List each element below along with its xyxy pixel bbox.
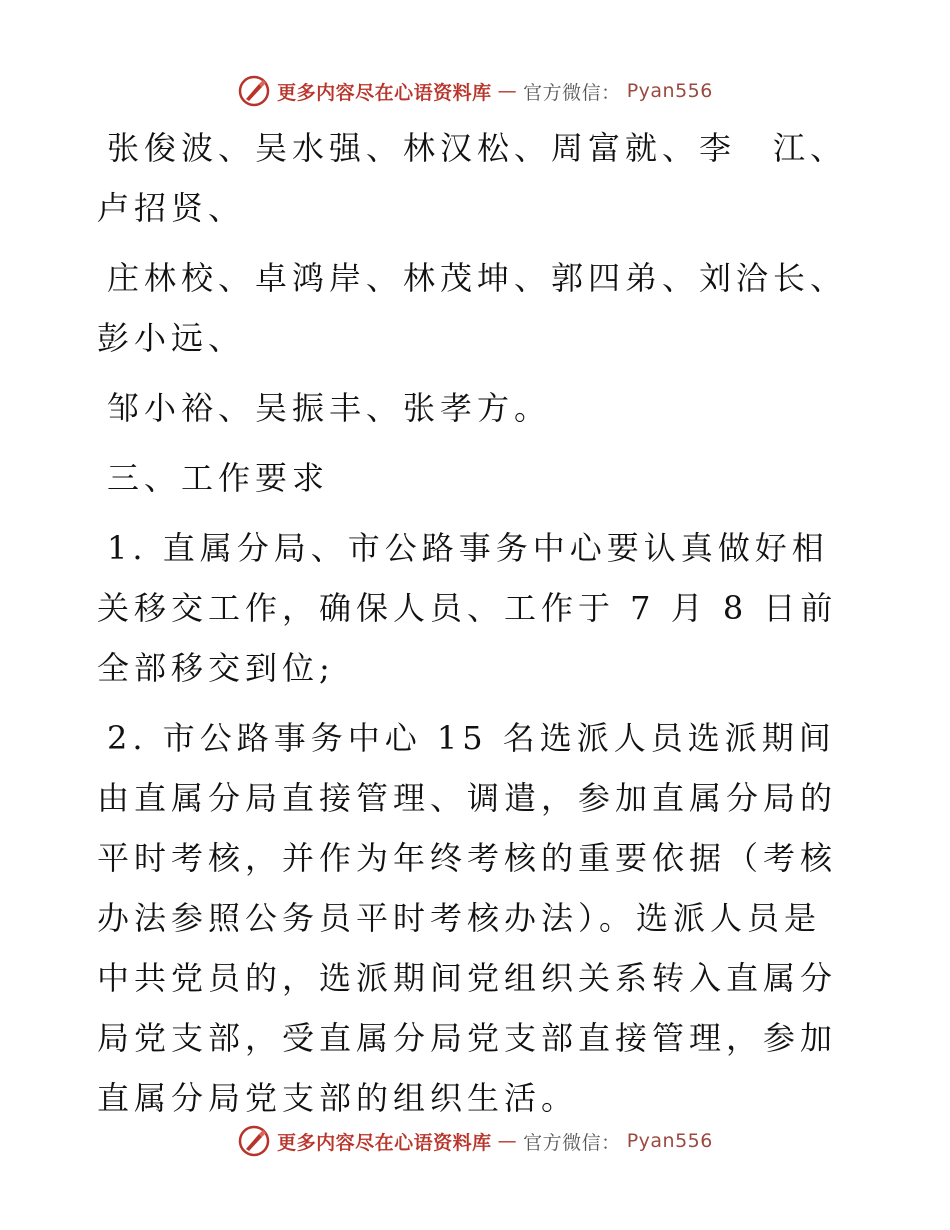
watermark-wechat-label: 官方微信：: [523, 81, 621, 104]
watermark-promo-text: 更多内容尽在心语资料库: [277, 81, 492, 104]
name-list-line-2: 庄林校、卓鸿岸、林茂坤、郭四弟、刘洽长、彭小远、: [97, 259, 848, 357]
requirement-item-2: 2. 市公路事务中心 15 名选派人员选派期间由直属分局直接管理、调遣，参加直属分局的平时考核，并作为年终考核的重要依据（考核办法参照公务员平时考核办法）。选派人员是中共党员的，选派期间党组织关系转入直属分局党支部，受直属分局党支部直接管理，参加直属分局党支部的组织生活。: [97, 719, 838, 1117]
watermark-separator: —: [497, 80, 518, 102]
name-list-line-3: 邹小裕、吴振丰、张孝方。: [107, 389, 552, 427]
watermark-wechat-id: Pyan556: [626, 1130, 713, 1152]
pen-logo-icon: [237, 74, 271, 108]
watermark-wechat-id: Pyan556: [626, 80, 713, 102]
watermark-separator: —: [497, 1130, 518, 1152]
name-list-line-1: 张俊波、吴水强、林汉松、周富就、李 江、卢招贤、: [97, 129, 848, 227]
watermark-wechat-label: 官方微信：: [523, 1131, 621, 1154]
watermark-promo-text: 更多内容尽在心语资料库: [277, 1131, 492, 1154]
watermark-footer: [0, 1124, 950, 1158]
watermark-header: [0, 74, 950, 108]
document-body: [97, 118, 857, 1138]
section-heading: 三、工作要求: [107, 459, 330, 497]
requirement-item-1: 1. 直属分局、市公路事务中心要认真做好相关移交工作，确保人员、工作于 7 月 8 日前全部移交到位;: [97, 529, 838, 687]
pen-logo-icon: [237, 1124, 271, 1158]
